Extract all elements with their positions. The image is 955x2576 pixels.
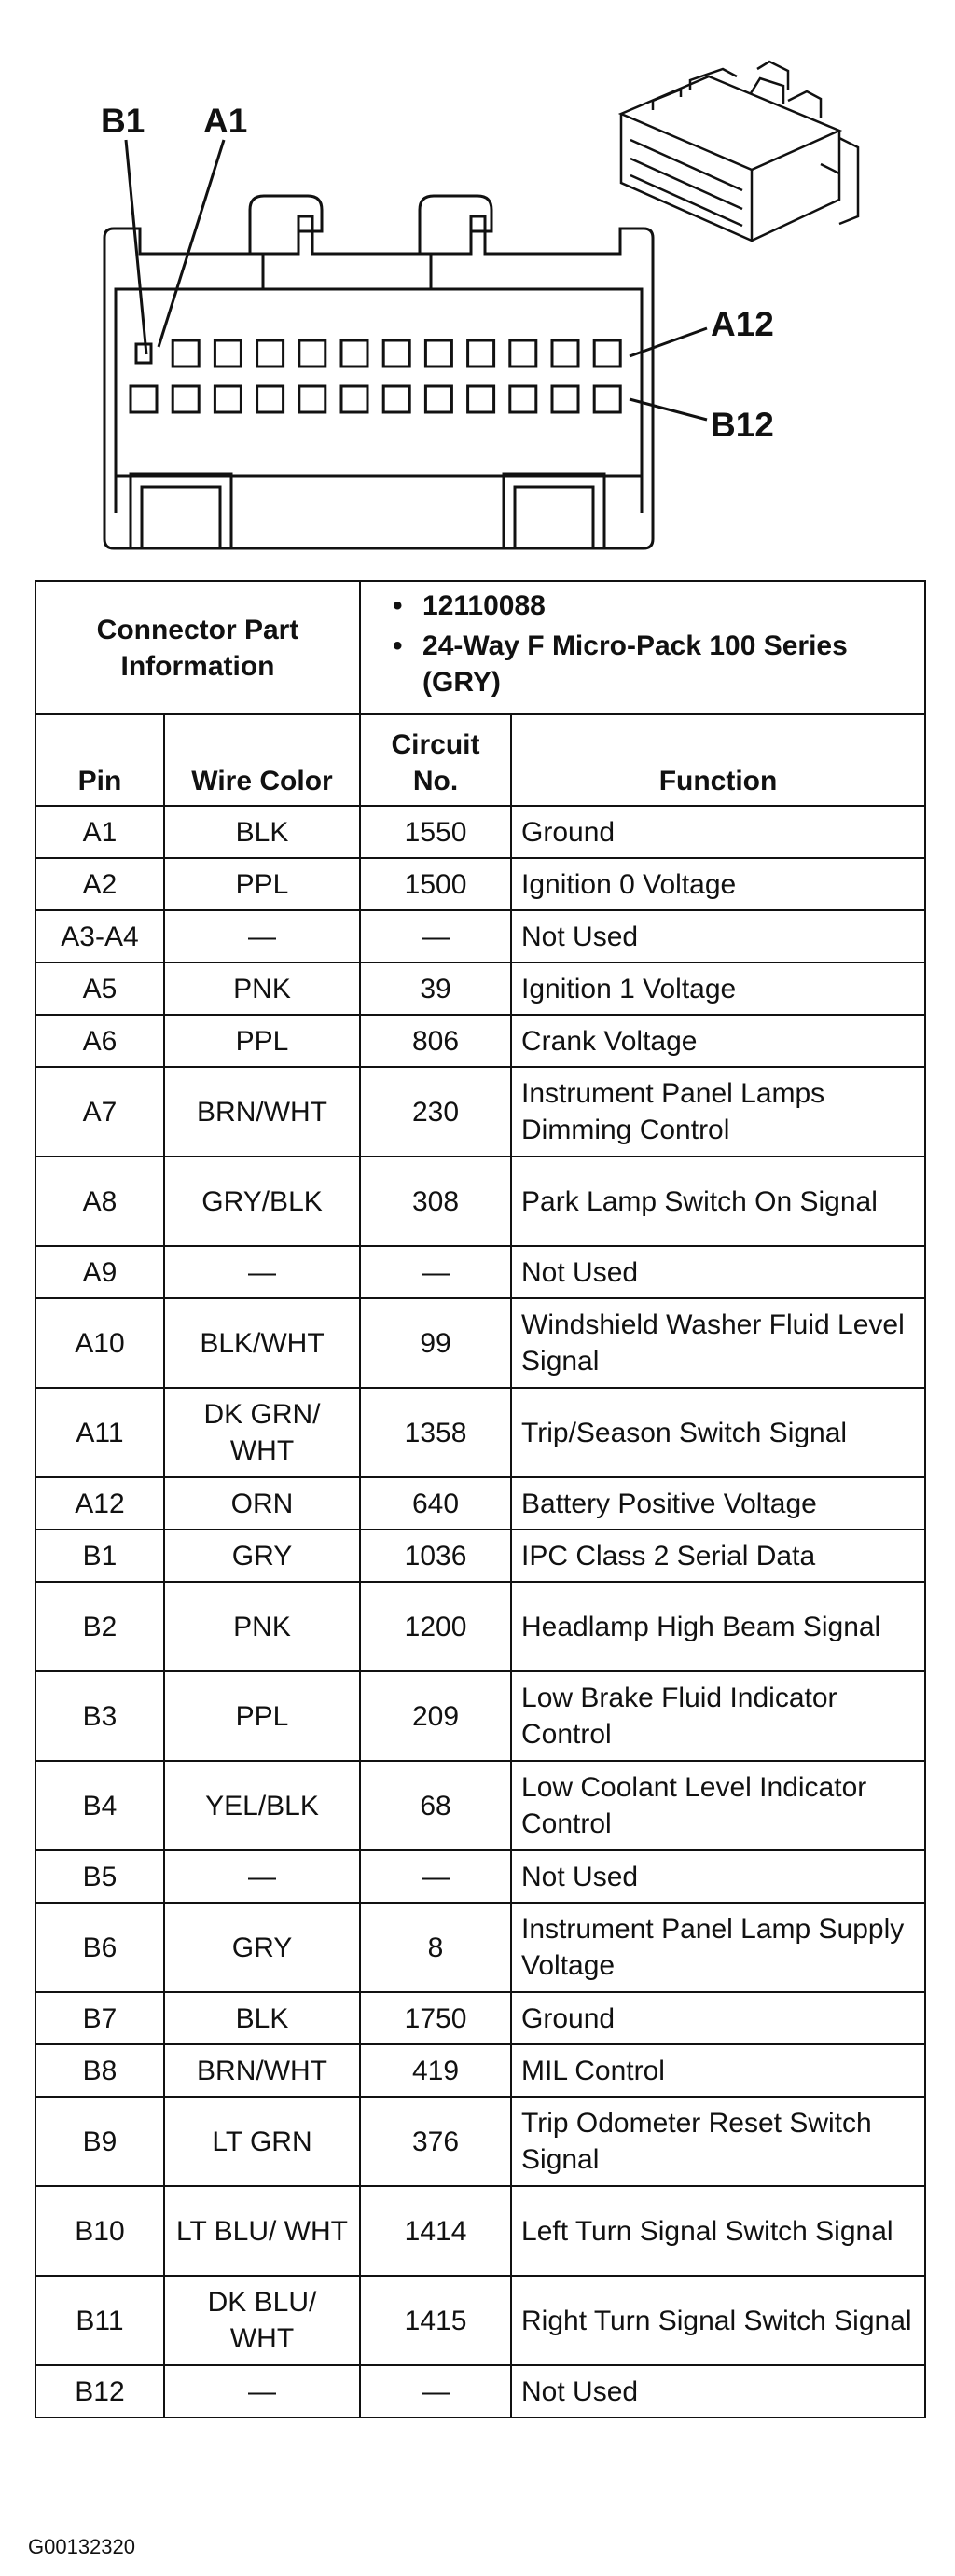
cavity-b9 [468,386,494,412]
cell-circuit: 209 [360,1671,511,1761]
table-row [35,1850,925,1903]
table-row [35,1582,925,1671]
cell-function: Not Used [511,1850,925,1903]
cell-function: Low Brake Fluid Indicator Control [511,1671,925,1761]
cell-circuit: — [360,910,511,963]
cell-function: Trip/Season Switch Signal [511,1388,925,1477]
cell-function: Crank Voltage [511,1015,925,1067]
cavity-a4 [257,340,284,367]
cell-pin: A12 [35,1477,164,1530]
label-a1: A1 [203,102,248,140]
cell-wire-color: BLK [164,806,360,858]
cell-wire-color: PPL [164,1671,360,1761]
part-info-item: • 24-Way F Micro-Pack 100 Series (GRY) [368,628,917,700]
table-row [35,1530,925,1582]
cell-circuit: 1414 [360,2186,511,2276]
cavity-a10 [510,340,536,367]
table-row [35,2044,925,2097]
table-row [35,1477,925,1530]
table-row [35,1298,925,1388]
cell-pin: A1 [35,806,164,858]
cavity-a8 [425,340,451,367]
cell-pin: B6 [35,1903,164,1992]
cell-pin: A7 [35,1067,164,1156]
cell-function: Ground [511,1992,925,2044]
col-wire-color: Wire Color [164,714,360,806]
table-row [35,1067,925,1156]
cell-circuit: 1750 [360,1992,511,2044]
cavity-a11 [552,340,578,367]
cell-function: Windshield Washer Fluid Level Signal [511,1298,925,1388]
cavity-a1 [136,344,151,363]
cell-pin: A2 [35,858,164,910]
table-row [35,2276,925,2365]
cavity-b7 [383,386,409,412]
cell-function: MIL Control [511,2044,925,2097]
part-info-cell [360,581,925,714]
cell-wire-color: BRN/WHT [164,2044,360,2097]
cell-circuit: 376 [360,2097,511,2186]
cavity-b1 [131,386,157,412]
table-row [35,963,925,1015]
cell-function: Battery Positive Voltage [511,1477,925,1530]
table-row [35,858,925,910]
cavity-a7 [383,340,409,367]
table-row [35,1761,925,1850]
cell-wire-color: BLK [164,1992,360,2044]
cell-pin: A3-A4 [35,910,164,963]
cell-circuit: 1500 [360,858,511,910]
cell-circuit: 1036 [360,1530,511,1582]
cell-circuit: 1358 [360,1388,511,1477]
cell-wire-color: BRN/WHT [164,1067,360,1156]
table-row [35,910,925,963]
cavity-b6 [341,386,367,412]
cavity-b4 [257,386,284,412]
part-info-list [368,582,917,713]
cell-function: Right Turn Signal Switch Signal [511,2276,925,2365]
table-row [35,2365,925,2417]
cell-wire-color: DK BLU/ WHT [164,2276,360,2365]
label-b1: B1 [101,102,145,140]
table-row [35,1156,925,1246]
cell-wire-color: PNK [164,963,360,1015]
col-pin: Pin [35,714,164,806]
cell-function: Ignition 1 Voltage [511,963,925,1015]
cell-pin: B8 [35,2044,164,2097]
table-row [35,1015,925,1067]
cell-wire-color: — [164,1246,360,1298]
cell-function: Not Used [511,910,925,963]
cavity-b12 [594,386,620,412]
cell-circuit: 1415 [360,2276,511,2365]
cell-wire-color: PPL [164,1015,360,1067]
table-row [35,1992,925,2044]
cell-circuit: — [360,1246,511,1298]
cell-pin: A10 [35,1298,164,1388]
connector-face [104,196,653,548]
cell-wire-color: ORN [164,1477,360,1530]
cell-pin: B5 [35,1850,164,1903]
cell-function: Not Used [511,2365,925,2417]
pin-cavities [131,340,620,412]
connector-pinout-table [35,580,926,2418]
cell-circuit: — [360,1850,511,1903]
cavity-b5 [299,386,325,412]
cell-circuit: 806 [360,1015,511,1067]
cell-wire-color: GRY [164,1903,360,1992]
cell-wire-color: DK GRN/ WHT [164,1388,360,1477]
cell-function: Low Coolant Level Indicator Control [511,1761,925,1850]
cell-pin: A6 [35,1015,164,1067]
cell-pin: B12 [35,2365,164,2417]
cell-circuit: 1550 [360,806,511,858]
cell-circuit: 39 [360,963,511,1015]
table-row [35,806,925,858]
cell-wire-color: GRY/BLK [164,1156,360,1246]
cell-wire-color: — [164,910,360,963]
cell-wire-color: YEL/BLK [164,1761,360,1850]
table-row [35,2186,925,2276]
col-circuit: Circuit No. [360,714,511,806]
cell-pin: B2 [35,1582,164,1671]
connector-3d-view [621,62,858,241]
table-row [35,1671,925,1761]
cavity-b11 [552,386,578,412]
cell-function: Not Used [511,1246,925,1298]
cell-pin: A8 [35,1156,164,1246]
cell-function: Headlamp High Beam Signal [511,1582,925,1671]
cavity-b2 [173,386,199,412]
cavity-a9 [468,340,494,367]
cell-circuit: 419 [360,2044,511,2097]
cell-pin: B3 [35,1671,164,1761]
cell-function: Trip Odometer Reset Switch Signal [511,2097,925,2186]
cell-function: Park Lamp Switch On Signal [511,1156,925,1246]
cell-function: Instrument Panel Lamps Dimming Control [511,1067,925,1156]
cell-function: IPC Class 2 Serial Data [511,1530,925,1582]
figure-id: G00132320 [28,2535,135,2558]
col-function: Function [511,714,925,806]
cell-circuit: 308 [360,1156,511,1246]
cavity-a5 [299,340,325,367]
part-info-heading: Connector Part Information [35,581,360,714]
cavity-a6 [341,340,367,367]
cell-pin: B7 [35,1992,164,2044]
cell-function: Ignition 0 Voltage [511,858,925,910]
table-row [35,1388,925,1477]
cell-pin: B9 [35,2097,164,2186]
label-a12: A12 [711,305,774,343]
cell-wire-color: BLK/WHT [164,1298,360,1388]
cell-pin: B1 [35,1530,164,1582]
cell-wire-color: — [164,1850,360,1903]
cell-wire-color: PPL [164,858,360,910]
cavity-b8 [425,386,451,412]
cell-function: Ground [511,806,925,858]
part-info-item: • 12110088 [368,588,917,624]
cell-pin: B4 [35,1761,164,1850]
cavity-a12 [594,340,620,367]
cell-circuit: 68 [360,1761,511,1850]
part-info-row [35,581,925,714]
cell-pin: B11 [35,2276,164,2365]
cell-circuit: 1200 [360,1582,511,1671]
cell-wire-color: LT GRN [164,2097,360,2186]
cell-function: Left Turn Signal Switch Signal [511,2186,925,2276]
table-row [35,1903,925,1992]
cavity-a3 [215,340,241,367]
cell-wire-color: PNK [164,1582,360,1671]
cell-wire-color: — [164,2365,360,2417]
cell-circuit: 640 [360,1477,511,1530]
cell-circuit: 8 [360,1903,511,1992]
cell-wire-color: GRY [164,1530,360,1582]
cavity-b3 [215,386,241,412]
cell-circuit: — [360,2365,511,2417]
label-b12: B12 [711,406,774,444]
table-row [35,1246,925,1298]
cell-circuit: 230 [360,1067,511,1156]
cell-function: Instrument Panel Lamp Supply Voltage [511,1903,925,1992]
leader-lines [126,140,707,420]
cell-pin: A9 [35,1246,164,1298]
cavity-b10 [510,386,536,412]
cell-pin: A5 [35,963,164,1015]
cell-wire-color: LT BLU/ WHT [164,2186,360,2276]
connector-diagram [0,0,955,578]
cell-circuit: 99 [360,1298,511,1388]
column-header-row [35,714,925,806]
cavity-a2 [173,340,199,367]
cell-pin: B10 [35,2186,164,2276]
cell-pin: A11 [35,1388,164,1477]
table-row [35,2097,925,2186]
